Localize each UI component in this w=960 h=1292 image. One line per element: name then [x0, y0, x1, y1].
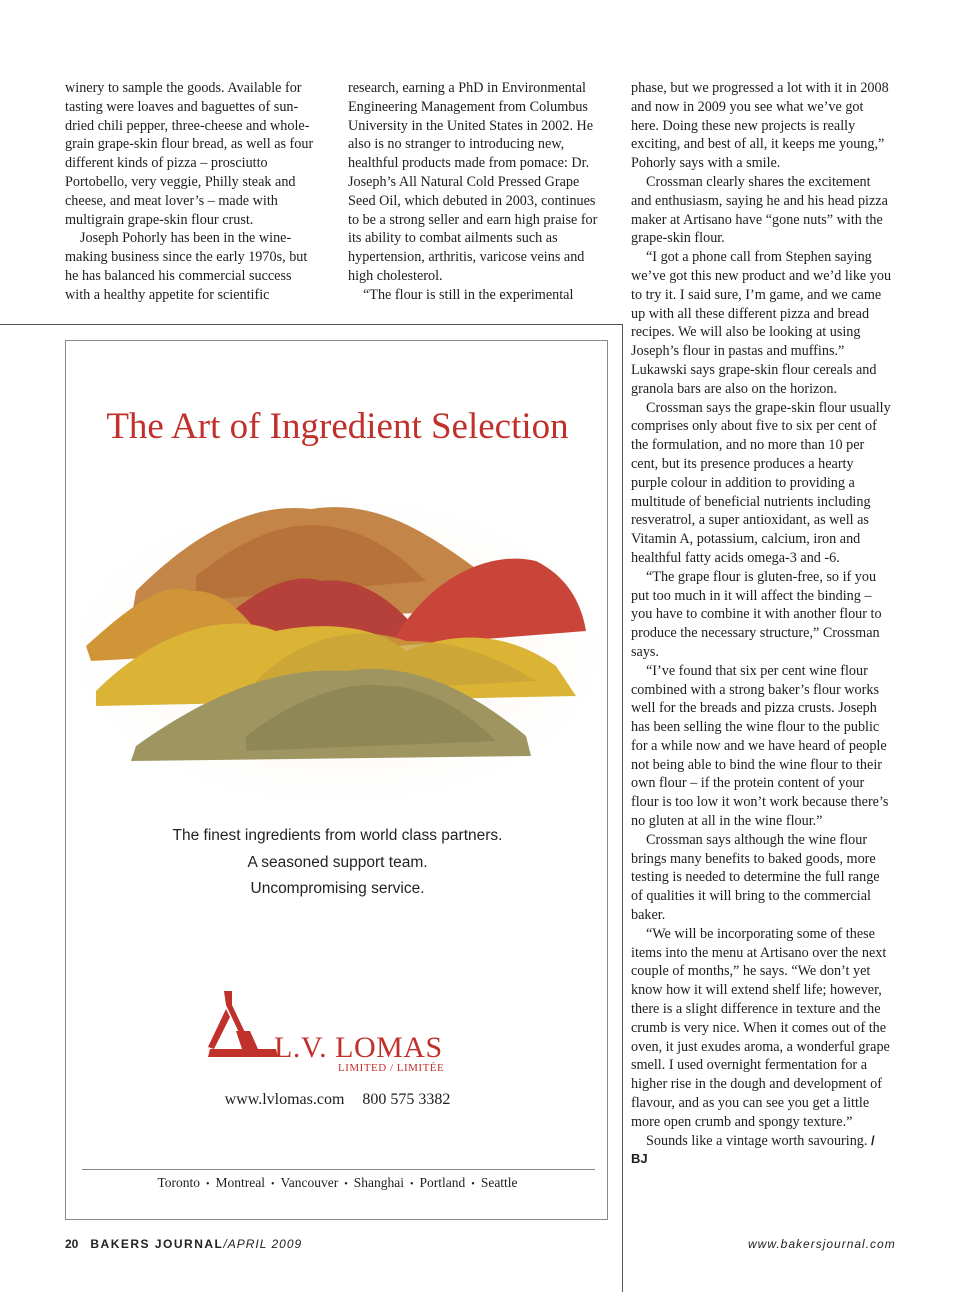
article-paragraph: Crossman says the grape-skin flour usually comprises only about five to six per cent of the formulation, and no more than 10 per cent, but its presence produces a hearty purple colour in addition to providing a multitude of beneficial nutrients including resveratrol, a super antioxidant, as well as Vitamin A, potassium, calcium, iron and healthful fatty acids omega-3 and -6.	[631, 399, 891, 566]
article-closing-line: Sounds like a vintage worth savouring.	[646, 1132, 868, 1149]
separator-dot: •	[271, 1179, 275, 1190]
magazine-name: BAKERS JOURNAL	[90, 1237, 224, 1251]
article-paragraph: Joseph Pohorly has been in the wine-making business since the early 1970s, but he has balanced his commercial success with a healthy appetite for scientific	[65, 230, 308, 303]
article-paragraph: research, earning a PhD in Environmental Engineering Management from Columbus University in the United States in 2002. He also is no stranger to introducing new, healthful products made from pomace: Dr. Joseph’s All Natural Cold Pressed Grape Seed Oil, which debuted in 2003, continues to be a strong seller and earn high praise for its ability to combat ailments such as hypertension, arthritis, varicose veins and high cholesterol.	[348, 80, 598, 284]
column-divider-horizontal	[0, 324, 622, 325]
article-signature: / BJ	[631, 1132, 875, 1167]
ad-title: The Art of Ingredient Selection	[106, 406, 569, 447]
article-paragraph: “We will be incorporating some of these items into the menu at Artisano over the next couple of months,” he says. “We don’t yet know how it will extend shelf life; however, there is a slight difference in texture and the crumb is very nice. When it comes out of the oven, it just exudes aroma, a wonderful grape smell. I used overnight fermentation for a higher rise in the dough and development of flavour, and as you can see you get a little more open crumb and spongy texture.”	[631, 925, 890, 1130]
article-column-3	[631, 79, 893, 1169]
ad-tagline-line: Uncompromising service.	[250, 880, 425, 897]
separator-dot: •	[410, 1179, 414, 1190]
ad-phone: 800 575 3382	[362, 1091, 451, 1108]
advertisement[interactable]	[65, 340, 608, 1220]
article-paragraph: “The flour is still in the experimental	[363, 286, 574, 303]
ad-tagline-line: A seasoned support team.	[247, 853, 428, 871]
ad-divider	[82, 1169, 595, 1170]
page-number: 20	[65, 1237, 79, 1251]
separator-dot: •	[471, 1179, 475, 1190]
lv-lomas-logo-icon	[206, 991, 282, 1063]
separator-dot: •	[344, 1179, 348, 1190]
article-paragraph: “The grape flour is gluten-free, so if you put too much in it will affect the binding – you have to combine it with another flour to produce the necessary structure,” Crossman says.	[631, 568, 882, 660]
issue-date: /APRIL 2009	[223, 1237, 303, 1251]
city: Toronto	[157, 1175, 200, 1190]
article-paragraph: winery to sample the goods. Available for tasting were loaves and baguettes of sun-dried chili pepper, three-cheese and whole-grain grape-skin flour bread, as well as four different kinds of pizza – prosciutto Portobello, very veggie, Philly steak and cheese, and meat lover’s – made with multigrain grape-skin flour crust.	[65, 80, 314, 228]
separator-dot: •	[206, 1179, 210, 1190]
city: Seattle	[480, 1175, 518, 1190]
article-column-2	[348, 79, 610, 305]
city: Montreal	[215, 1175, 266, 1190]
spice-mounds-image	[76, 481, 599, 801]
article-paragraph: phase, but we progressed a lot with it in 2008 and now in 2009 you see what we’ve got here. Doing these new projects is really exciting, and best of all, it keeps me young,” Pohorly says with a smile.	[631, 80, 889, 172]
article-paragraph: Crossman says although the wine flour brings many benefits to baked goods, more testing is needed to determine the full range of qualities it will bring to the commercial baker.	[631, 831, 880, 924]
footer-website-link[interactable]: www.bakersjournal.com	[748, 1237, 896, 1251]
ad-contact	[66, 1091, 609, 1109]
ad-tagline-line: The finest ingredients from world class partners.	[172, 827, 503, 844]
ad-tagline	[66, 823, 609, 903]
city: Vancouver	[280, 1175, 339, 1190]
article-last-paragraph	[631, 1132, 893, 1170]
article-column-1	[65, 79, 320, 305]
article-paragraph: Crossman clearly shares the excitement and enthusiasm, saying he and his head pizza maker at Artisano have “gone nuts” with the grape-skin flour.	[631, 173, 888, 247]
city: Shanghai	[353, 1175, 405, 1190]
ad-city-list	[66, 1175, 609, 1191]
city: Portland	[419, 1175, 466, 1190]
brand-subtitle: LIMITED / LIMITÉE	[338, 1062, 445, 1074]
brand-name: L.V. LOMAS	[274, 1031, 443, 1064]
article-paragraph: “I got a phone call from Stephen saying we’ve got this new product and we’d like you to try it. I said sure, I’m game, and we came up with all these different pizza and bread recipes. We will also be looking at using Joseph’s flour in pastas and muffins.” Lukawski says grape-skin flour cereals and granola bars are also on the horizon.	[631, 249, 892, 397]
column-divider-vertical	[622, 324, 623, 1292]
ad-website-link[interactable]: www.lvlomas.com	[224, 1091, 345, 1108]
page-footer-left	[65, 1237, 302, 1251]
article-paragraph: “I’ve found that six per cent wine flour combined with a strong baker’s flour works well for the breads and pizza crusts. Joseph has been selling the wine flour to the public for a while now and we have heard of people not being able to bind the wine flour to their own flour – if the protein content of your flour is too low it won’t work because there’s no gluten at all in the wine flour.”	[631, 662, 889, 830]
